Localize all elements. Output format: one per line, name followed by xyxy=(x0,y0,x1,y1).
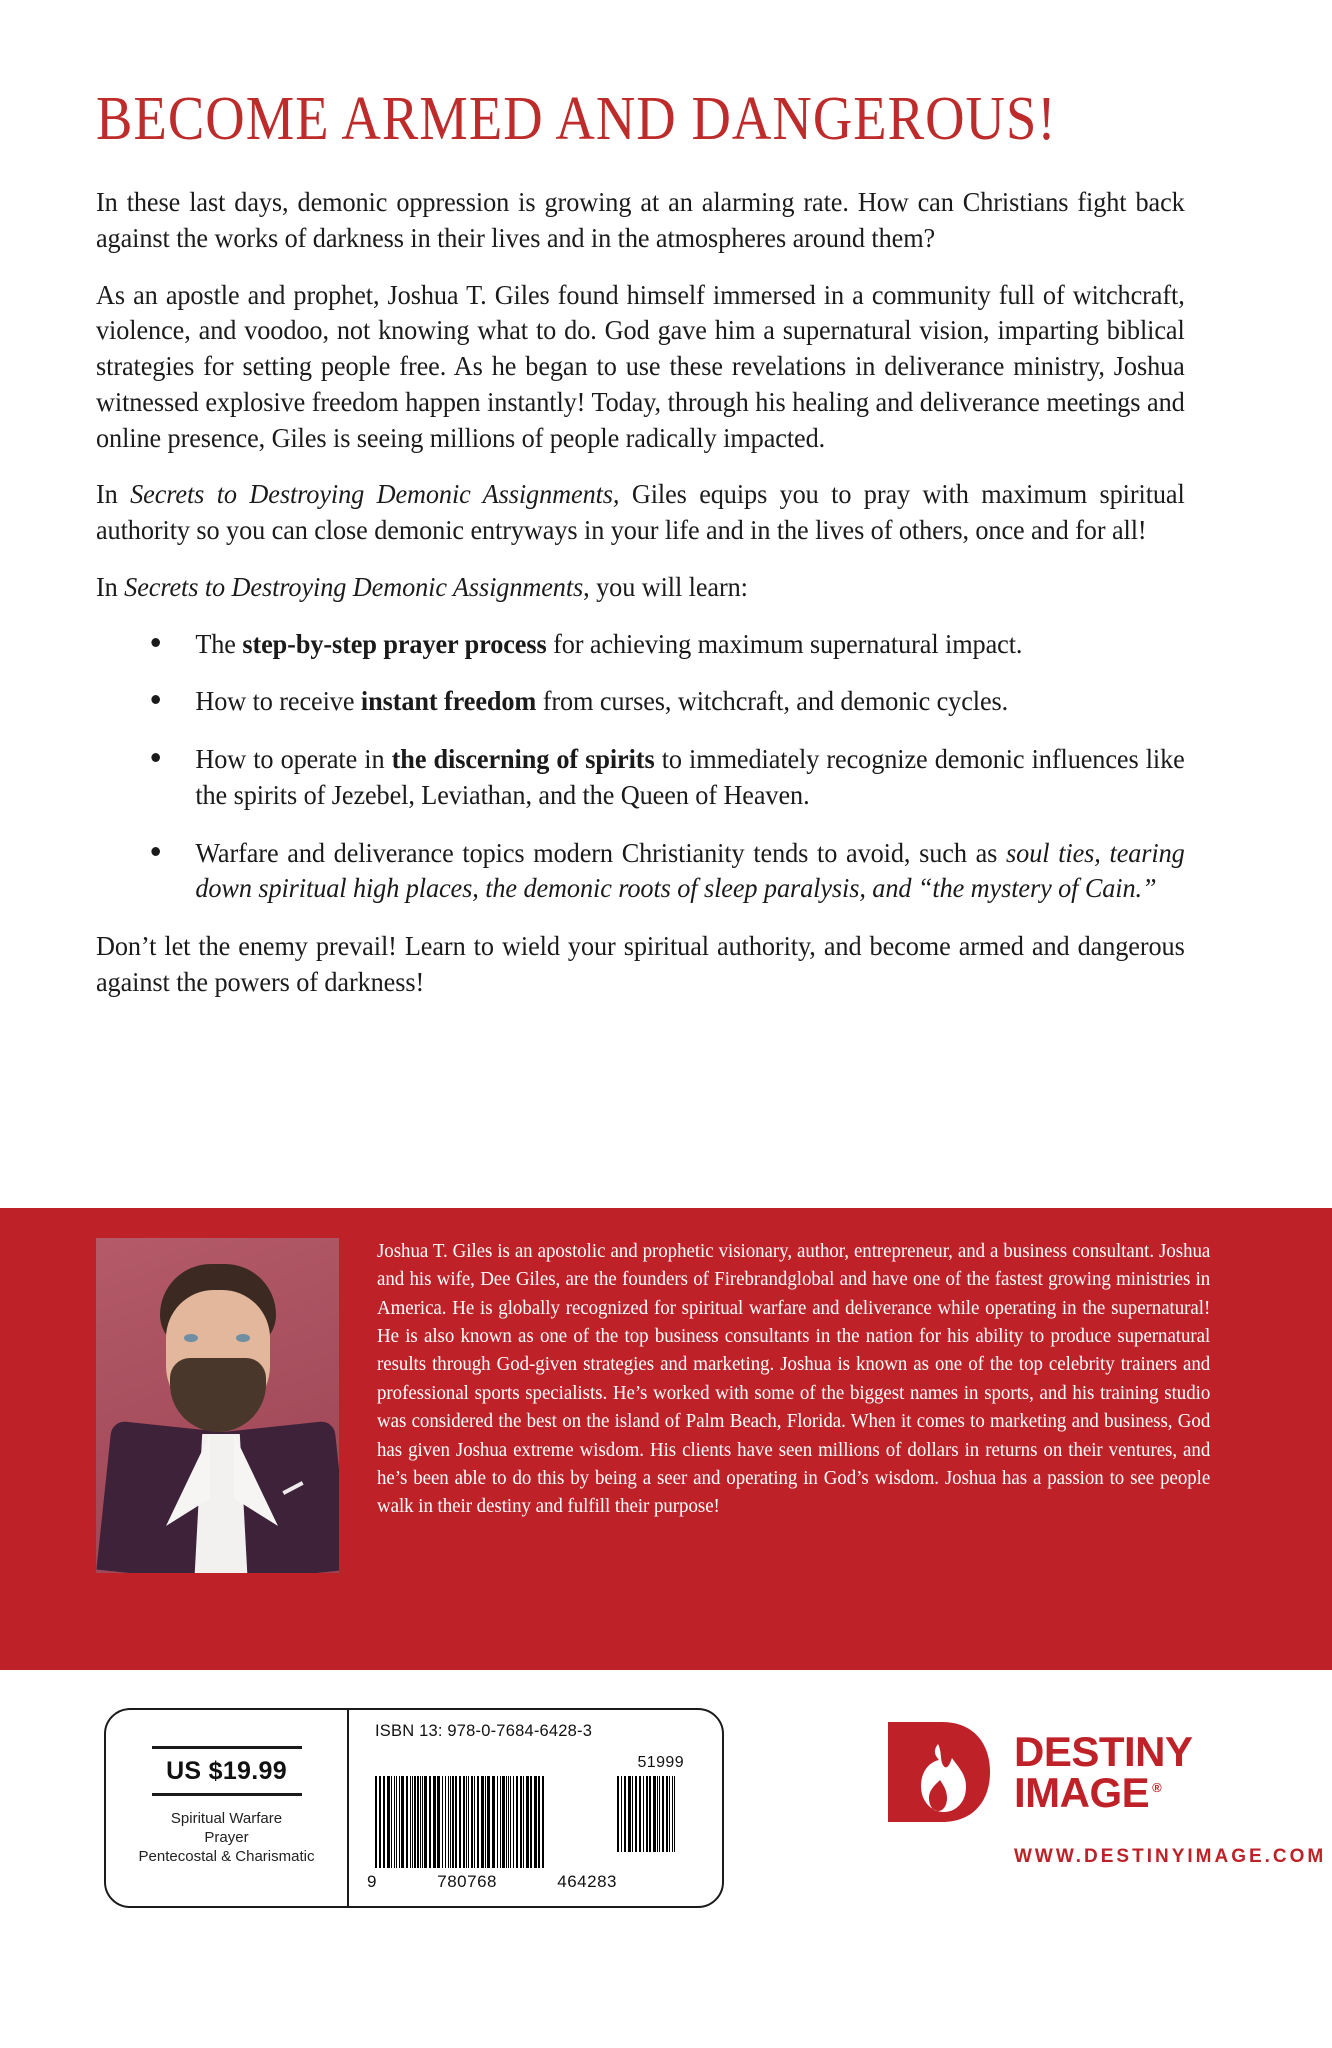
isbn-barcode-block xyxy=(104,1708,724,1908)
pitch-lead: In xyxy=(96,478,131,510)
bullet-dot-icon xyxy=(151,695,160,704)
photo-eye-left xyxy=(184,1334,198,1342)
logo-row xyxy=(880,1714,1290,1830)
barcode-addon-5 xyxy=(617,1776,691,1852)
publisher-name-line1: DESTINY xyxy=(1014,1727,1193,1775)
barcode-cell xyxy=(349,1710,722,1906)
author-bio-wrap xyxy=(96,1238,1236,1573)
publisher-name-line2 xyxy=(1014,1769,1193,1816)
price-value: US $19.99 xyxy=(166,1757,287,1785)
flame-in-d-icon xyxy=(880,1714,996,1830)
category-line-3: Pentecostal & Charismatic xyxy=(138,1848,315,1866)
paragraph-learn-intro xyxy=(96,569,1185,605)
barcode-digits xyxy=(367,1872,617,1892)
price-rule-bottom xyxy=(152,1793,302,1796)
bullet-pre: How to operate in xyxy=(195,743,392,774)
pitch-rest: Giles equips you to pray with maximum spiritual authority so you can close demonic entryways in your life and in the lives of others, once and for all! xyxy=(96,478,1185,545)
book-title-italic-2: Secrets to Destroying Demonic Assignments xyxy=(124,570,584,602)
bullet-pre: The xyxy=(195,627,243,659)
isbn-number: ISBN 13: 978-0-7684-6428-3 xyxy=(375,1722,593,1740)
price-cell xyxy=(106,1710,349,1906)
learn-lead: In xyxy=(96,570,125,602)
bullet-bold: instant freedom xyxy=(360,685,537,717)
list-item xyxy=(142,626,1185,662)
category-list xyxy=(139,1809,315,1867)
publisher-name-line2-text: IMAGE xyxy=(1014,1769,1150,1816)
barcode-digits-left: 780768 xyxy=(437,1872,497,1891)
bullet-post: from curses, witchcraft, and demonic cycles. xyxy=(536,685,1009,717)
list-item xyxy=(142,683,1185,719)
barcode-digit-first: 9 xyxy=(367,1872,377,1891)
category-line-1: Spiritual Warfare xyxy=(170,1810,283,1827)
list-item xyxy=(142,741,1185,813)
barcode-digits-right: 464283 xyxy=(557,1872,617,1891)
paragraph-intro: In these last days, demonic oppression is growing at an alarming rate. How can Christians fight back against the works of darkness in their lives and in the atmospheres around them? xyxy=(96,186,1185,253)
bullet-post: to immediately recognize demonic influences like the spirits of Jezebel, Leviathan, and the Queen of Heaven. xyxy=(195,743,1185,810)
paragraph-closing: Don’t let the enemy prevail! Learn to wield your spiritual authority, and become armed and dangerous against the powers of darkness! xyxy=(96,930,1185,997)
bullet-italic: soul ties, tearing down spiritual high places, the demonic roots of sleep paralysis, and “the mystery of Cain.” xyxy=(195,836,1185,904)
publisher-name xyxy=(1014,1727,1193,1816)
photo-beard xyxy=(170,1358,266,1432)
bullet-dot-icon xyxy=(151,847,160,856)
registered-mark-icon: ® xyxy=(1152,1780,1162,1795)
publisher-logo xyxy=(880,1714,1327,1904)
bullet-pre: Warfare and deliverance topics modern Christianity tends to avoid, such as xyxy=(195,836,1007,868)
bullet-pre: How to receive xyxy=(195,685,361,717)
paragraph-book-pitch xyxy=(96,476,1185,548)
list-item xyxy=(142,835,1185,907)
colophon-section xyxy=(0,1670,1332,2048)
bullet-post: for achieving maximum supernatural impact. xyxy=(546,627,1023,659)
paragraph-author-story: As an apostle and prophet, Joshua T. Giles found himself immersed in a community full of witchcraft, violence, and voodoo, not knowing what to do. God gave him a supernatural vision, imparting biblical strategies for setting people free. As he began to use these revelations in deliverance ministry, Joshua witnessed explosive freedom happen instantly! Today, through his healing and deliverance meetings and online presence, Giles is seeing millions of people radically impacted. xyxy=(96,278,1185,453)
author-bio-text: Joshua T. Giles is an apostolic and prophetic visionary, author, entrepreneur, and a business consultant. Joshua and his wife, Dee Giles, are the founders of Firebrandglobal and have one of the fastest growing ministries in America. He is globally recognized for spiritual warfare and deliverance while operating in the supernatural! He is also known as one of the top business consultants in the nation for his ability to produce supernatural results through God-given strategies and marketing. Joshua is known as one of the top celebrity trainers and professional sports specialists. He’s worked with some of the biggest names in sports, and his training studio was considered the best on the island of Palm Beach, Florida. When it comes to marketing and business, God has given Joshua extreme wisdom. His clients have seen millions of dollars in returns on their ventures, and he’s been able to do this by being a seer and operating in God’s wisdom. Joshua has a passion to see people walk in their destiny and fulfill their purpose! xyxy=(377,1241,1211,1518)
learn-list xyxy=(96,626,1185,907)
bullet-bold: step-by-step prayer process xyxy=(242,627,547,659)
photo-eye-right xyxy=(236,1334,250,1342)
bullet-dot-icon xyxy=(151,753,160,762)
bullet-bold: the discerning of spirits xyxy=(391,743,655,774)
category-line-2: Prayer xyxy=(204,1829,249,1847)
price-supplement-code: 51999 xyxy=(637,1754,684,1771)
page-title: BECOME ARMED AND DANGEROUS! xyxy=(96,85,1057,153)
author-photo xyxy=(96,1238,339,1573)
learn-rest: , you will learn: xyxy=(583,570,748,602)
publisher-website[interactable]: WWW.DESTINYIMAGE.COM xyxy=(1014,1846,1327,1867)
bullet-dot-icon xyxy=(151,638,160,647)
book-title-italic: Secrets to Destroying Demonic Assignments, xyxy=(130,478,620,510)
barcode-ean13 xyxy=(375,1776,595,1868)
